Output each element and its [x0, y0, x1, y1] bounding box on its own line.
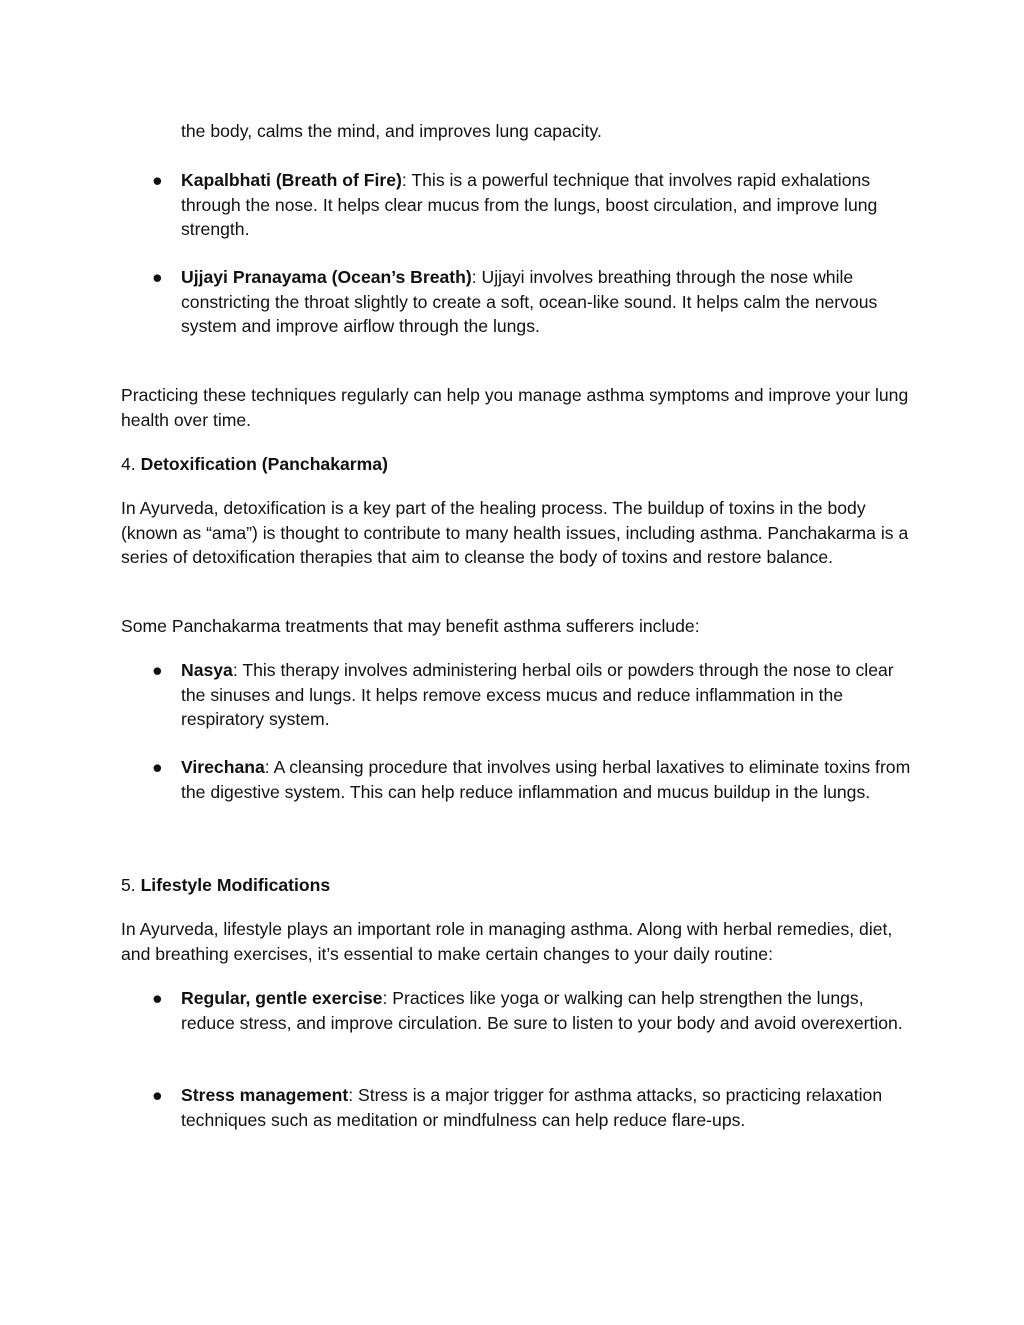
list-item-text: [181, 986, 911, 1035]
bullet-icon: ●: [152, 1085, 163, 1105]
list-item-text: [181, 1083, 911, 1132]
section-number: 5.: [121, 875, 141, 895]
list-item-text: [181, 658, 911, 732]
practice-paragraph: Practicing these techniques regularly can help you manage asthma symptoms and improve your lung health over time.: [121, 385, 909, 430]
list-item-description: : This is a powerful technique that involves rapid exhalations through the nose. It helps clear mucus from the lungs, boost circulation, and improve lung strength.: [181, 170, 878, 239]
list-item-term: Regular, gentle exercise: [181, 988, 383, 1008]
list-item-term: Kapalbhati (Breath of Fire): [181, 170, 402, 190]
list-item-description: : This therapy involves administering herbal oils or powders through the nose to clear the sinuses and lungs. It helps remove excess mucus and reduce inflammation in the respiratory system.: [181, 660, 894, 729]
section-title: Lifestyle Modifications: [140, 875, 331, 895]
list-item-text: [181, 265, 911, 339]
list-item-description: : Practices like yoga or walking can help strengthen the lungs, reduce stress, and improve circulation. Be sure to listen to your body and avoid overexertion.: [181, 988, 903, 1033]
list-item-term: Virechana: [181, 757, 265, 777]
continuation-text: the body, calms the mind, and improves lung capacity.: [181, 121, 602, 141]
list-item-term: Ujjayi Pranayama (Ocean’s Breath): [181, 267, 472, 287]
bullet-icon: ●: [152, 757, 163, 777]
list-item-text: [181, 755, 911, 804]
bullet-icon: ●: [152, 267, 163, 287]
section-intro: Some Panchakarma treatments that may benefit asthma sufferers include:: [121, 616, 700, 636]
list-item-term: Nasya: [181, 660, 233, 680]
section-paragraph: In Ayurveda, detoxification is a key part of the healing process. The buildup of toxins in the body (known as “ama”) is thought to contribute to many health issues, including asthma. Panchakarma is a series of detoxification therapies that aim to cleanse the body of toxins and restore balance.: [121, 498, 909, 567]
section-number: 4.: [121, 454, 141, 474]
bullet-icon: ●: [152, 988, 163, 1008]
bullet-icon: ●: [152, 660, 163, 680]
section-paragraph: In Ayurveda, lifestyle plays an important role in managing asthma. Along with herbal remedies, diet, and breathing exercises, it’s essential to make certain changes to your daily routine:: [121, 919, 893, 964]
list-item-description: : A cleansing procedure that involves using herbal laxatives to eliminate toxins from the digestive system. This can help reduce inflammation and mucus buildup in the lungs.: [181, 757, 911, 802]
section-heading: [121, 452, 911, 477]
list-item-term: Stress management: [181, 1085, 349, 1105]
section-heading: [121, 873, 911, 898]
list-item-description: : Ujjayi involves breathing through the nose while constricting the throat slightly to create a soft, ocean-like sound. It helps calm the nervous system and improve airflow through the lungs.: [181, 267, 878, 336]
list-item-text: [181, 168, 911, 242]
list-item-description: : Stress is a major trigger for asthma attacks, so practicing relaxation techniques such as meditation or mindfulness can help reduce flare-ups.: [181, 1085, 883, 1130]
bullet-icon: ●: [152, 170, 163, 190]
section-title: Detoxification (Panchakarma): [140, 454, 388, 474]
